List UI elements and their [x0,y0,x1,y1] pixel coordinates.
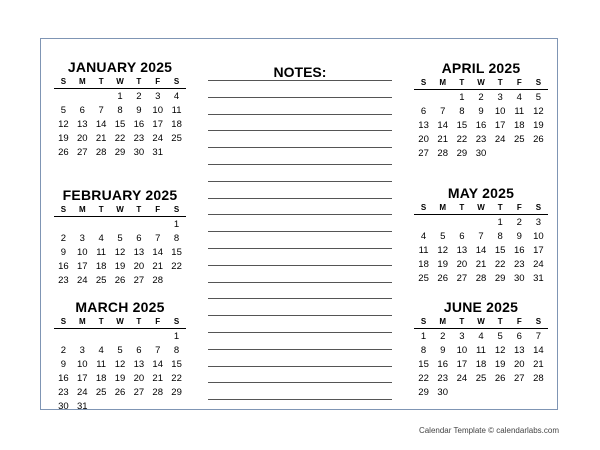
day-cell: 19 [114,373,126,384]
weekday-label: F [155,205,161,214]
weekday-label: M [78,205,86,214]
day-cell: 14 [95,119,107,130]
weekday-label: W [477,78,485,87]
day-cell: 20 [456,259,468,270]
note-line[interactable] [208,265,392,266]
note-line[interactable] [208,248,392,249]
day-cell: 17 [76,373,88,384]
day-cell: 25 [171,133,182,144]
day-cell: 30 [475,148,487,159]
day-cell: 26 [437,273,448,284]
day-cell: 2 [60,233,67,244]
day-cell: 9 [440,345,446,356]
day-cell: 6 [79,105,85,116]
day-cell: 31 [533,273,544,284]
day-cell: 3 [459,331,465,342]
day-cell: 1 [173,331,180,342]
day-cell: 3 [79,345,85,356]
note-line[interactable] [208,298,392,299]
day-cell: 10 [76,247,88,258]
weekday-label: M [78,317,86,326]
day-cell: 23 [513,259,525,270]
weekday-label: T [497,78,503,87]
day-cell: 16 [58,261,69,272]
day-cell: 8 [117,105,123,116]
day-cell: 28 [475,273,487,284]
day-cell: 26 [114,387,126,398]
day-cell: 9 [60,247,67,258]
empty-day-cell [92,90,111,104]
day-cell: 13 [133,359,145,370]
day-cell: 22 [114,133,126,144]
day-cell: 8 [420,345,427,356]
day-cell: 17 [152,119,163,130]
weekday-label: T [497,203,503,212]
day-cell: 7 [155,345,161,356]
notes-title: NOTES: [273,64,327,80]
day-cell: 12 [437,245,448,256]
day-cell: 4 [98,345,104,356]
day-cell: 29 [114,147,126,158]
day-cell: 2 [478,92,484,103]
weekday-label: S [535,78,542,87]
day-cell: 27 [418,148,429,159]
day-cell: 21 [152,261,163,272]
weekday-label: T [98,205,104,214]
month-title: MAY 2025 [447,185,515,201]
day-cell: 18 [95,261,107,272]
day-cell: 1 [497,217,503,228]
weekday-header-row [54,316,186,329]
day-cell: 18 [95,373,107,384]
note-line[interactable] [208,349,392,350]
day-cell: 1 [459,92,465,103]
day-cell: 12 [58,119,69,130]
weekday-label: S [420,78,427,87]
day-cell: 23 [437,373,448,384]
day-cell: 6 [136,345,142,356]
day-cell: 5 [117,233,123,244]
weekday-label: T [136,205,142,214]
day-cell: 19 [533,120,544,131]
day-cell: 26 [494,373,506,384]
empty-day-cell [73,218,92,232]
month-april [414,59,548,161]
day-cell: 16 [475,120,487,131]
days-grid [414,330,548,400]
days-grid [54,218,186,288]
day-cell: 21 [475,259,487,270]
day-cell: 5 [60,105,67,116]
day-cell: 24 [152,133,163,144]
day-cell: 21 [152,373,163,384]
day-cell: 14 [475,245,487,256]
day-cell: 29 [456,148,468,159]
day-cell: 23 [133,133,145,144]
day-cell: 9 [136,105,142,116]
weekday-label: S [420,203,427,212]
note-line[interactable] [208,198,392,199]
day-cell: 5 [440,231,446,242]
day-cell: 13 [418,120,429,131]
note-line[interactable] [208,315,392,316]
day-cell: 15 [171,359,182,370]
empty-day-cell [92,330,111,344]
month-title: FEBRUARY 2025 [62,187,178,203]
day-cell: 5 [497,331,503,342]
day-cell: 22 [171,261,182,272]
day-cell: 15 [456,120,468,131]
days-grid [414,216,548,286]
day-cell: 31 [152,147,163,158]
weekday-header-row [414,316,548,329]
day-cell: 7 [155,233,161,244]
weekday-label: M [78,77,86,86]
note-line[interactable] [208,80,392,81]
weekday-label: W [477,317,485,326]
day-cell: 2 [60,345,67,356]
empty-day-cell [433,216,452,230]
empty-day-cell [148,330,167,344]
note-line[interactable] [208,164,392,165]
day-cell: 12 [494,345,506,356]
weekday-header-row [414,202,548,215]
empty-day-cell [111,330,130,344]
empty-day-cell [54,218,73,232]
weekday-label: S [173,77,180,86]
month-title: MARCH 2025 [75,299,165,315]
notes-section [208,64,392,80]
day-cell: 14 [152,359,163,370]
days-grid [54,90,186,160]
day-cell: 1 [420,331,427,342]
day-cell: 3 [155,91,161,102]
day-cell: 22 [418,373,429,384]
days-grid [414,91,548,161]
day-cell: 16 [133,119,145,130]
note-line[interactable] [208,114,392,115]
day-cell: 23 [475,134,487,145]
day-cell: 8 [459,106,465,117]
weekday-label: M [439,78,447,87]
weekday-label: W [477,203,485,212]
weekday-label: T [459,203,465,212]
weekday-header-row [54,204,186,217]
day-cell: 17 [456,359,468,370]
weekday-label: S [535,317,542,326]
weekday-header-row [414,77,548,90]
note-line[interactable] [208,282,392,283]
month-june [414,298,548,400]
day-cell: 26 [114,275,126,286]
day-cell: 22 [456,134,468,145]
day-cell: 27 [513,373,525,384]
day-cell: 15 [114,119,126,130]
day-cell: 5 [117,345,123,356]
day-cell: 3 [79,233,85,244]
weekday-label: S [173,317,180,326]
day-cell: 25 [95,387,107,398]
day-cell: 23 [58,275,69,286]
day-cell: 18 [475,359,487,370]
day-cell: 22 [494,259,506,270]
day-cell: 2 [136,91,142,102]
weekday-label: S [60,77,67,86]
day-cell: 17 [76,261,88,272]
day-cell: 17 [494,120,506,131]
weekday-label: S [420,317,427,326]
month-may [414,184,548,286]
day-cell: 13 [76,119,88,130]
weekday-label: W [116,77,124,86]
weekday-label: F [516,317,522,326]
day-cell: 15 [494,245,506,256]
day-cell: 9 [478,106,484,117]
empty-day-cell [73,330,92,344]
day-cell: 18 [418,259,429,270]
day-cell: 14 [152,247,163,258]
day-cell: 9 [60,359,67,370]
day-cell: 28 [437,148,448,159]
weekday-label: F [516,203,522,212]
day-cell: 10 [533,231,544,242]
day-cell: 6 [420,106,427,117]
note-line[interactable] [208,181,392,182]
day-cell: 18 [513,120,525,131]
weekday-label: S [60,205,67,214]
day-cell: 4 [478,331,484,342]
day-cell: 23 [58,387,69,398]
weekday-label: F [155,317,161,326]
day-cell: 10 [456,345,468,356]
weekday-label: T [459,78,465,87]
month-title: APRIL 2025 [441,60,521,76]
note-line[interactable] [208,382,392,383]
weekday-label: T [98,77,104,86]
empty-day-cell [414,216,433,230]
note-line[interactable] [208,399,392,400]
days-grid [54,330,186,414]
day-cell: 15 [418,359,429,370]
day-cell: 27 [76,147,88,158]
day-cell: 25 [475,373,487,384]
weekday-label: M [439,203,447,212]
day-cell: 8 [173,233,180,244]
day-cell: 20 [418,134,429,145]
day-cell: 19 [114,261,126,272]
day-cell: 30 [133,147,145,158]
day-cell: 24 [456,373,468,384]
day-cell: 12 [533,106,544,117]
day-cell: 31 [76,401,88,412]
day-cell: 30 [513,273,525,284]
day-cell: 28 [95,147,107,158]
day-cell: 2 [440,331,446,342]
day-cell: 13 [456,245,468,256]
day-cell: 4 [98,233,104,244]
day-cell: 6 [516,331,522,342]
day-cell: 21 [437,134,448,145]
day-cell: 2 [516,217,522,228]
day-cell: 16 [437,359,448,370]
empty-day-cell [129,330,148,344]
day-cell: 6 [136,233,142,244]
note-line[interactable] [208,366,392,367]
empty-day-cell [111,218,130,232]
month-march [54,298,186,414]
weekday-header-row [54,76,186,89]
day-cell: 29 [418,387,429,398]
note-line[interactable] [208,130,392,131]
day-cell: 20 [513,359,525,370]
day-cell: 24 [76,275,88,286]
day-cell: 7 [440,106,446,117]
empty-day-cell [129,218,148,232]
day-cell: 14 [533,345,544,356]
day-cell: 25 [95,275,107,286]
weekday-label: S [173,205,180,214]
day-cell: 17 [533,245,544,256]
day-cell: 25 [418,273,429,284]
weekday-label: S [535,203,542,212]
empty-day-cell [414,91,433,105]
day-cell: 11 [418,245,429,256]
day-cell: 4 [173,91,180,102]
day-cell: 26 [58,147,69,158]
day-cell: 28 [152,275,163,286]
day-cell: 27 [133,387,145,398]
day-cell: 7 [535,331,542,342]
day-cell: 30 [437,387,448,398]
weekday-label: F [516,78,522,87]
day-cell: 24 [494,134,506,145]
weekday-label: T [459,317,465,326]
empty-day-cell [54,330,73,344]
day-cell: 10 [76,359,88,370]
day-cell: 16 [58,373,69,384]
day-cell: 11 [514,106,525,117]
note-line[interactable] [208,214,392,215]
weekday-label: S [60,317,67,326]
note-line[interactable] [208,332,392,333]
day-cell: 29 [171,387,182,398]
weekday-label: T [98,317,104,326]
note-line[interactable] [208,97,392,98]
day-cell: 10 [494,106,506,117]
day-cell: 22 [171,373,182,384]
month-january [54,58,186,160]
day-cell: 26 [533,134,544,145]
day-cell: 25 [513,134,525,145]
day-cell: 12 [114,359,126,370]
day-cell: 11 [96,247,107,258]
empty-day-cell [471,216,490,230]
day-cell: 13 [513,345,525,356]
day-cell: 20 [76,133,88,144]
day-cell: 9 [516,231,522,242]
day-cell: 28 [533,373,544,384]
day-cell: 6 [459,231,465,242]
day-cell: 19 [437,259,448,270]
empty-day-cell [92,218,111,232]
day-cell: 16 [513,245,525,256]
day-cell: 27 [456,273,468,284]
day-cell: 20 [133,261,145,272]
empty-day-cell [433,91,452,105]
month-title: JANUARY 2025 [67,59,173,75]
weekday-label: W [116,205,124,214]
weekday-label: T [136,317,142,326]
day-cell: 4 [516,92,522,103]
note-line[interactable] [208,147,392,148]
day-cell: 4 [420,231,427,242]
day-cell: 11 [476,345,486,356]
day-cell: 7 [98,105,104,116]
day-cell: 30 [58,401,69,412]
weekday-label: W [116,317,124,326]
day-cell: 11 [171,105,182,116]
weekday-label: F [155,77,161,86]
day-cell: 12 [114,247,126,258]
day-cell: 19 [58,133,69,144]
note-line[interactable] [208,231,392,232]
day-cell: 15 [171,247,182,258]
day-cell: 21 [533,359,544,370]
empty-day-cell [452,216,471,230]
month-title: JUNE 2025 [443,299,519,315]
day-cell: 14 [437,120,448,131]
day-cell: 10 [152,105,163,116]
weekday-label: M [439,317,447,326]
day-cell: 28 [152,387,163,398]
day-cell: 18 [171,119,182,130]
day-cell: 20 [133,373,145,384]
weekday-label: T [497,317,503,326]
empty-day-cell [148,218,167,232]
day-cell: 8 [497,231,503,242]
day-cell: 1 [173,219,180,230]
footer-credit: Calendar Template © calendarlabs.com [418,426,559,435]
day-cell: 7 [478,231,484,242]
day-cell: 24 [76,387,88,398]
day-cell: 3 [535,217,542,228]
day-cell: 8 [173,345,180,356]
day-cell: 19 [494,359,506,370]
day-cell: 29 [494,273,506,284]
day-cell: 13 [133,247,145,258]
month-february [54,186,186,288]
day-cell: 27 [133,275,145,286]
day-cell: 1 [117,91,123,102]
day-cell: 24 [533,259,544,270]
day-cell: 5 [535,92,542,103]
day-cell: 3 [497,92,503,103]
weekday-label: T [136,77,142,86]
day-cell: 11 [96,359,107,370]
empty-day-cell [73,90,92,104]
day-cell: 21 [95,133,107,144]
empty-day-cell [54,90,73,104]
